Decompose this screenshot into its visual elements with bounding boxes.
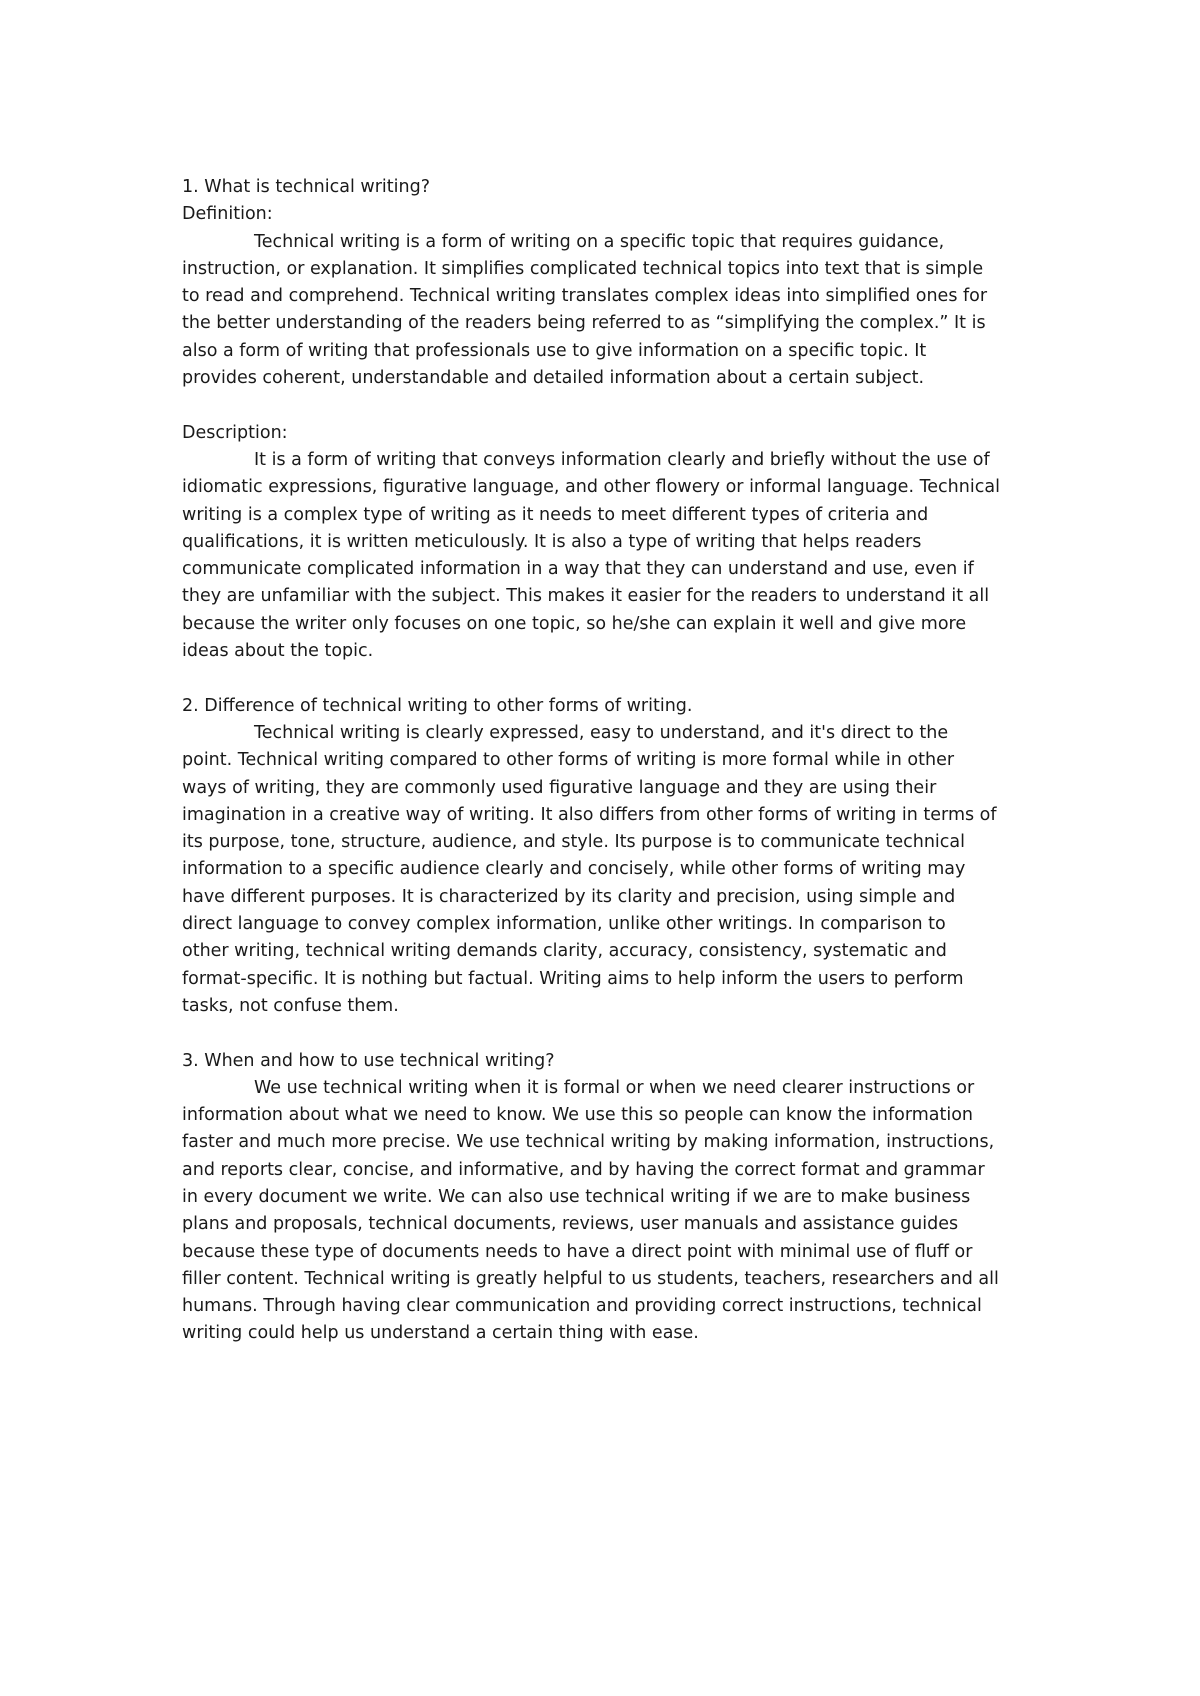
section-2-line: information to a specific audience clearly and concisely, while other forms of writing may xyxy=(182,859,966,880)
description-line: ideas about the topic. xyxy=(182,641,374,662)
definition-label: Definition: xyxy=(182,204,273,225)
description-line: communicate complicated information in a way that they can understand and use, even if xyxy=(182,559,974,580)
section-3-heading: 3. When and how to use technical writing? xyxy=(182,1050,555,1071)
section-2-line: ways of writing, they are commonly used figurative language and they are using their xyxy=(182,777,937,798)
description-line: writing is a complex type of writing as it needs to meet different types of criteria and xyxy=(182,504,929,525)
description-line: they are unfamiliar with the subject. This makes it easier for the readers to understand it all xyxy=(182,586,990,607)
section-3-line: because these type of documents needs to have a direct point with minimal use of fluff or xyxy=(182,1241,973,1262)
section-2-heading: 2. Difference of technical writing to other forms of writing. xyxy=(182,695,693,716)
section-2-line: its purpose, tone, structure, audience, and style. Its purpose is to communicate technical xyxy=(182,832,965,853)
paragraph-gap xyxy=(182,1020,1022,1047)
section-2-line: other writing, technical writing demands clarity, accuracy, consistency, systematic and xyxy=(182,941,947,962)
section-3-line: writing could help us understand a certain thing with ease. xyxy=(182,1323,699,1344)
description-line: idiomatic expressions, figurative language, and other flowery or informal language. Technical xyxy=(182,477,1000,498)
section-3-line: plans and proposals, technical documents, reviews, user manuals and assistance guides xyxy=(182,1214,959,1235)
section-3-line: filler content. Technical writing is greatly helpful to us students, teachers, researchers and all xyxy=(182,1268,999,1289)
paragraph-gap xyxy=(182,665,1022,692)
description-line: It is a form of writing that conveys information clearly and briefly without the use of xyxy=(254,449,990,470)
section-2-line: imagination in a creative way of writing. It also differs from other forms of writing in terms of xyxy=(182,804,997,825)
definition-line: provides coherent, understandable and detailed information about a certain subject. xyxy=(182,368,925,389)
definition-line: also a form of writing that professionals use to give information on a specific topic. It xyxy=(182,340,927,361)
definition-line: Technical writing is a form of writing on a specific topic that requires guidance, xyxy=(254,231,945,252)
description-line: because the writer only focuses on one topic, so he/she can explain it well and give more xyxy=(182,613,967,634)
section-3-line: in every document we write. We can also use technical writing if we are to make business xyxy=(182,1186,971,1207)
section-2-line: direct language to convey complex information, unlike other writings. In comparison to xyxy=(182,914,946,935)
paragraph-gap xyxy=(182,392,1022,419)
definition-line: the better understanding of the readers being referred to as “simplifying the complex.” It is xyxy=(182,313,986,334)
section-1-heading: 1. What is technical writing? xyxy=(182,177,430,197)
section-3-line: humans. Through having clear communication and providing correct instructions, technical xyxy=(182,1296,982,1317)
section-2-line: tasks, not confuse them. xyxy=(182,995,399,1016)
description-line: qualifications, it is written meticulously. It is also a type of writing that helps readers xyxy=(182,531,922,552)
section-3-line: and reports clear, concise, and informative, and by having the correct format and grammar xyxy=(182,1159,985,1180)
description-label: Description: xyxy=(182,422,288,443)
section-3-line: faster and much more precise. We use technical writing by making information, instructions, xyxy=(182,1132,995,1153)
section-3-line: We use technical writing when it is formal or when we need clearer instructions or xyxy=(254,1077,975,1098)
definition-line: to read and comprehend. Technical writing translates complex ideas into simplified ones for xyxy=(182,286,988,307)
section-2-line: point. Technical writing compared to other forms of writing is more formal while in other xyxy=(182,750,955,771)
document-body xyxy=(182,174,1022,1348)
section-2-line: Technical writing is clearly expressed, easy to understand, and it's direct to the xyxy=(254,722,949,743)
definition-line: instruction, or explanation. It simplifies complicated technical topics into text that is simple xyxy=(182,258,984,279)
section-2-line: have different purposes. It is characterized by its clarity and precision, using simple and xyxy=(182,886,956,907)
section-2-line: format-specific. It is nothing but factual. Writing aims to help inform the users to perform xyxy=(182,968,964,989)
section-3-line: information about what we need to know. We use this so people can know the information xyxy=(182,1105,974,1126)
